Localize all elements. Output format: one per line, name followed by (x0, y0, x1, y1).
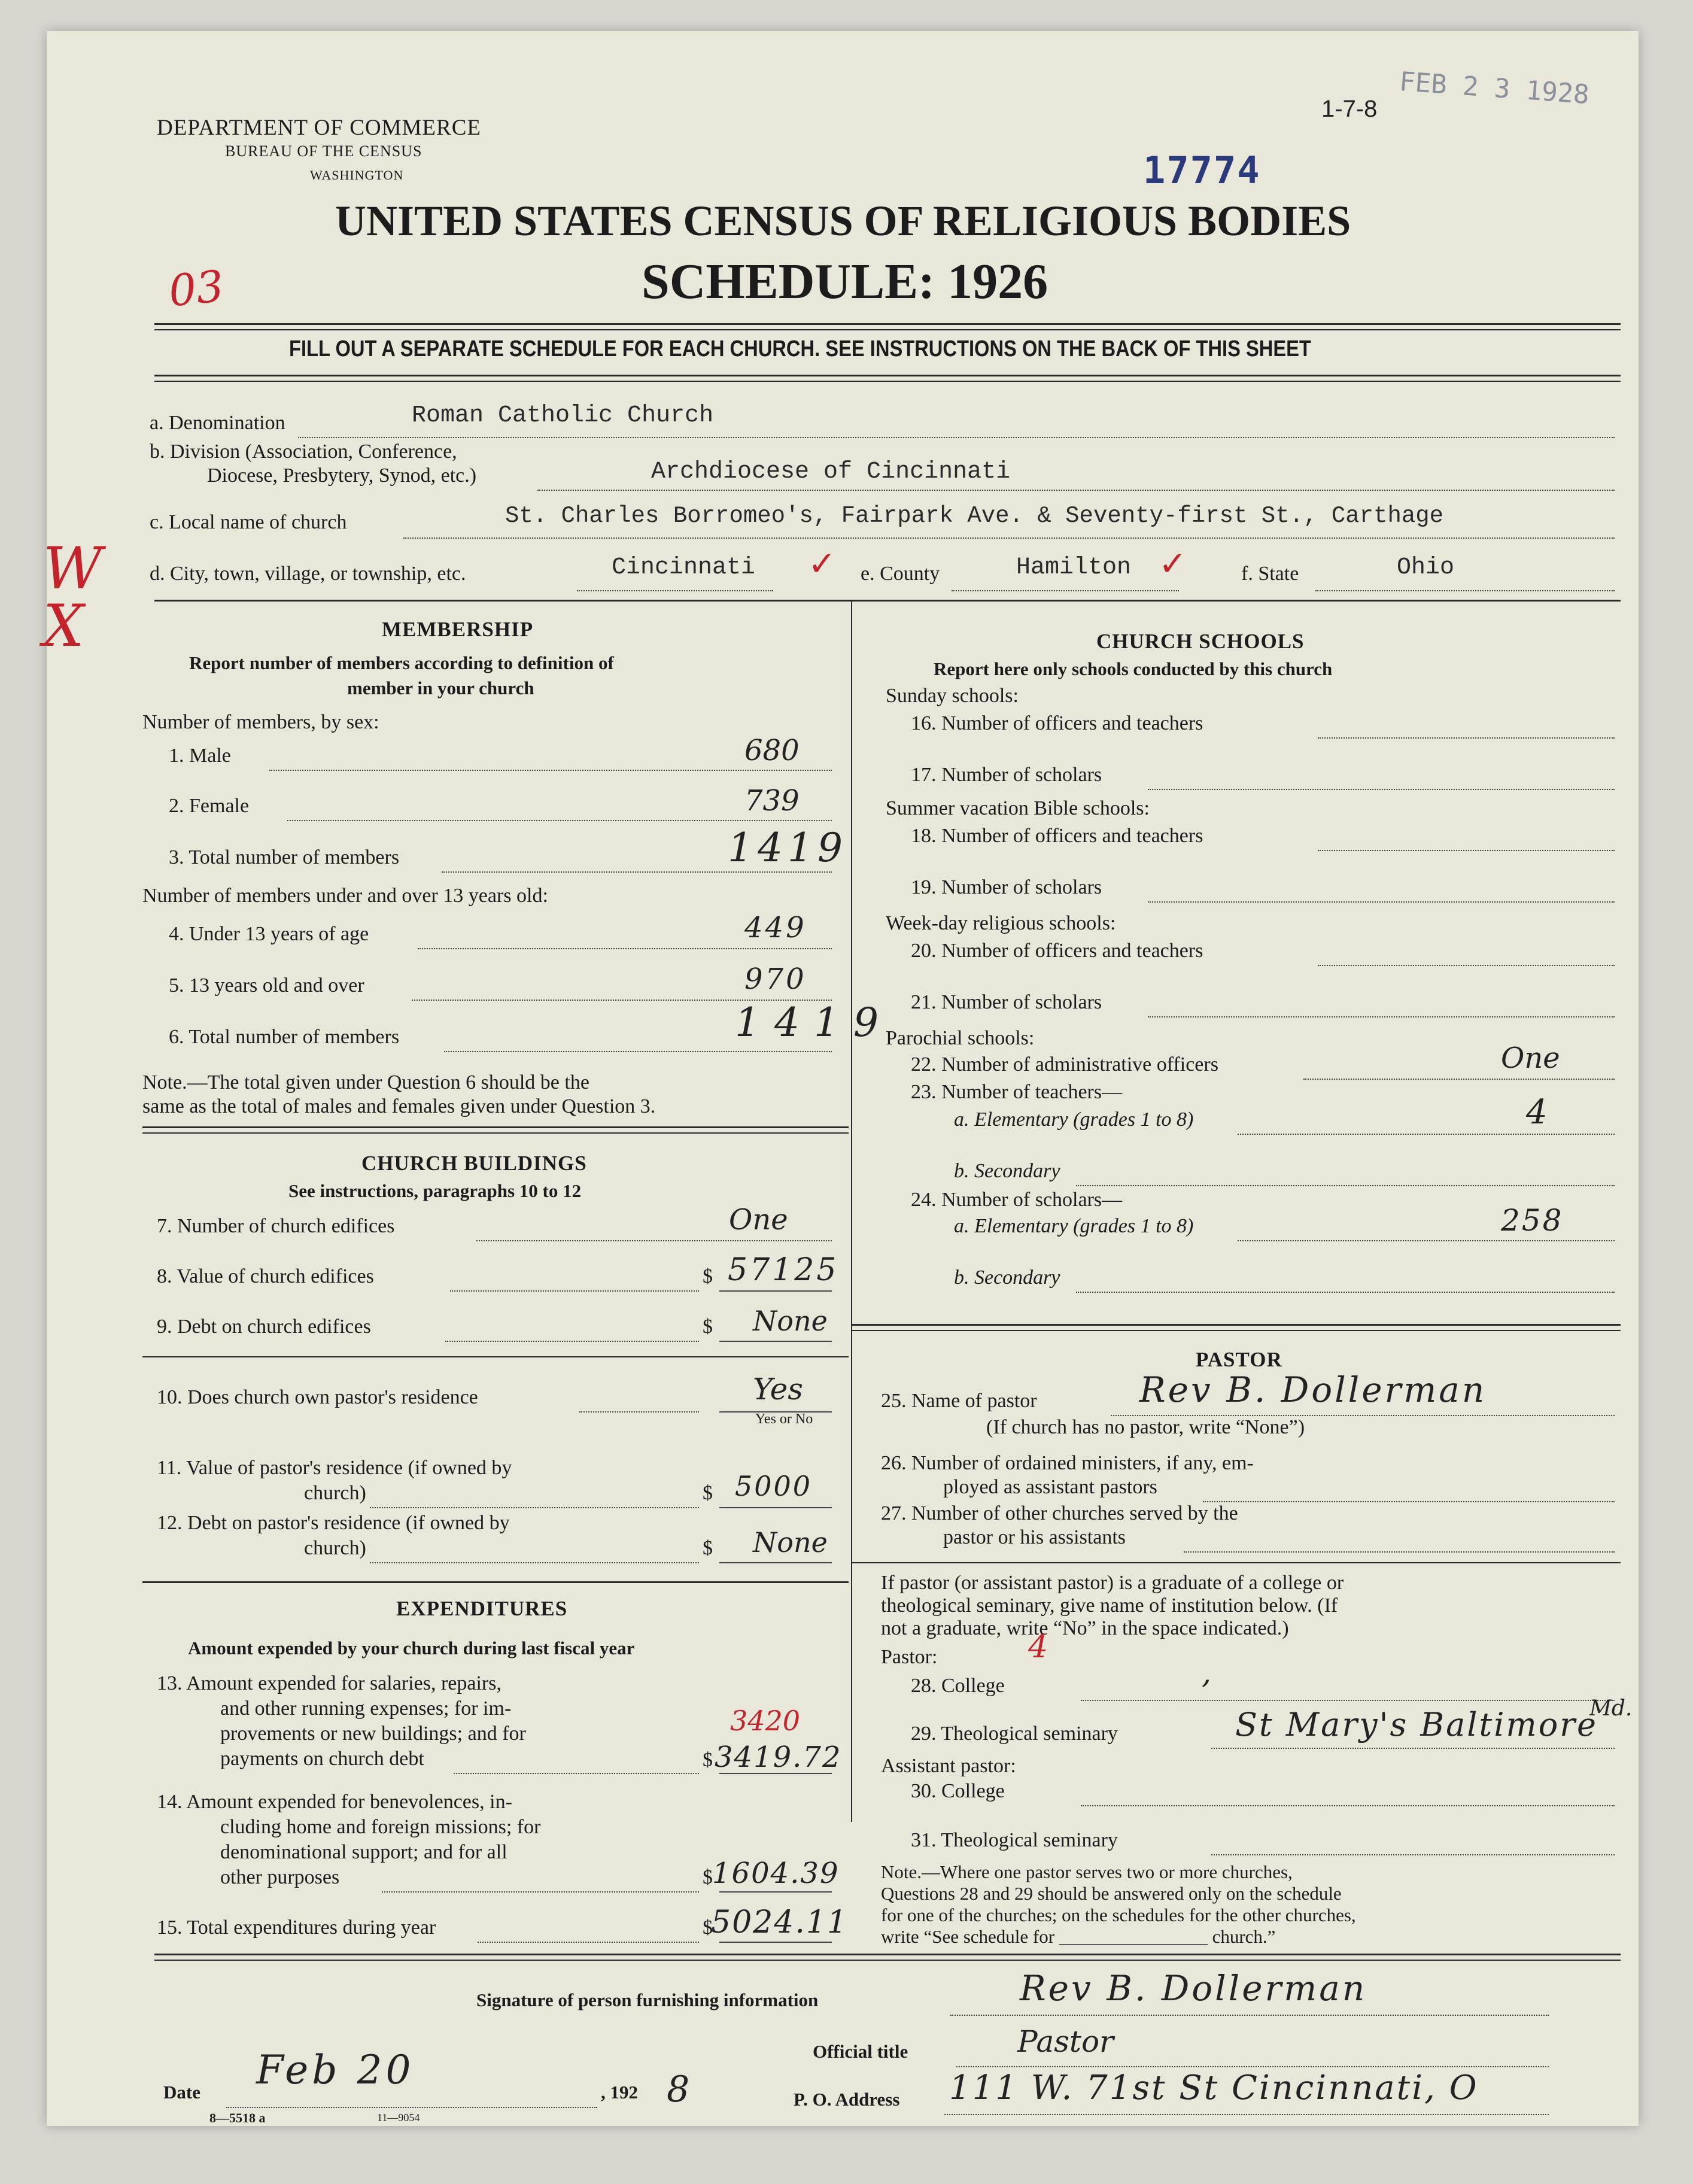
q3-label: 3. Total number of members (169, 846, 400, 868)
q15-label: 15. Total expenditures during year (157, 1916, 436, 1939)
pastor-heading: PASTOR (1196, 1348, 1282, 1371)
q26-line-2: ployed as assistant pastors (943, 1476, 1157, 1498)
q12-dollar: $ (703, 1537, 713, 1559)
q7-label: 7. Number of church edifices (157, 1215, 395, 1237)
q5-over13-value: 970 (744, 962, 807, 996)
q8-dollar: $ (703, 1265, 713, 1287)
q28-label: 28. College (911, 1675, 1005, 1697)
q9-label: 9. Debt on church edifices (157, 1316, 371, 1338)
q17-label: 17. Number of scholars (911, 764, 1102, 786)
sunday-schools-label: Sunday schools: (886, 685, 1019, 707)
form-code: 8—5518 a (209, 2110, 266, 2125)
po-address-value: 111 W. 71st St Cincinnati, O (949, 2068, 1479, 2107)
q14-line-2: cluding home and foreign missions; for (220, 1816, 541, 1838)
q13-dollar: $ (703, 1749, 713, 1771)
buildings-intro: See instructions, paragraphs 10 to 12 (288, 1180, 582, 1201)
q10-label: 10. Does church own pastor's residence (157, 1386, 478, 1408)
division-value: Archdiocese of Cincinnati (651, 458, 1011, 485)
q6-total-value: 1419 (735, 1000, 893, 1046)
q19-label: 19. Number of scholars (911, 876, 1102, 898)
file-code: 1-7-8 (1321, 96, 1378, 122)
q15-total-expenditures-value: 5024.11 (711, 1904, 849, 1940)
date-value: Feb 20 (256, 2047, 415, 2093)
membership-intro-1: Report number of members according to definition of (189, 652, 614, 673)
q20-label: 20. Number of officers and teachers (911, 940, 1203, 962)
city-value: Cincinnati (612, 554, 756, 581)
schedule-sheet: DEPARTMENT OF COMMERCE BUREAU OF THE CENSUS WASHINGTON 1-7-8 FEB 2 3 1928 17774 03 UNITED STATES CENSUS OF RELIGIOUS BODIES SCHEDULE: 1926 FILL OUT A SEPARATE SCHEDULE FOR EACH CHURCH. SEE INSTRUCTIONS ON THE BACK OF THIS SHEET W X a. Denomination Roman Catholic Church b. Division (Association, Conference, Diocese, Presbytery, Synod, etc.) Archdiocese of Cincinnati c. Local name of church St. Charles Borromeo's, Fairpark Ave. & Seventy-first St., Carthage d. City, town, village, or township, etc. Cincinnati ✓ e. County Hamilton ✓ f. State Ohio MEMBERSHIP Report number of members according to definition of member in your church Number of members, by sex: 1. Male 680 2. Female 739 3. Total number of members 1419 Number of members under and over 13 years old: 4. Under 13 years of age 449 5. 13 years old and over 970 6. Total number of members 1419 Note.—The total given under Question 6 should be the same as the total of males and females given under Question 3. CHURCH BUILDINGS See instructions, paragraphs 10 to 12 7. Number of church edifices One 8. Value of church edifices $ 57125 9. Debt on church edifices $ None 10. Does church own pastor's residence Yes Yes or No 11. Value of pastor's residence (if owned by church) $ 5000 12. Debt on pastor's residence (if owned by church) $ None EXPENDITURES Amount expended by your church during last fiscal year 13. Amount expended for salaries, repairs, and other running expenses; for im- provements or new buildings; and for payments on church debt $ 3420 3419.72 14. Amount expended for benevolences, in- cluding home and foreign missions; for denominational support; and for all other purposes $ 1604.39 15. Total expenditures during year $ 5024.11 CHURCH SCHOOLS Report here only schools conducted by this church Sunday schools: 16. Number of officers and teachers 17. Number of scholars Summer vacation Bible schools: 18. Number of officers and teachers 19. Number of scholars Week-day religious schools: 20. Number of officers and teachers 21. Number of scholars Parochial schools: 22. Number of administrative officers One 23. Number of teachers— a. Elementary (grades 1 to 8) 4 b. Secondary 24. Number of scholars— a. Elementary (grades 1 to 8) 258 b. Secondary PASTOR 25. Name of pastor Rev B. Dollerman (If church has no pastor, write “None”) 26. Number of ordained ministers, if any, em- ployed as assistant pastors 27. Number of other churches served by the pastor or his assistants If pastor (or assistant pastor) is a graduate of a college or theological seminary, give name of institution below. (If not a graduate, write “No” in the space indicated.) Pastor: 4 28. College , 29. Theological seminary St Mary's Baltimore Md. Assistant pastor: 30. College 31. Theological seminary Note.—Where one pastor serves two or more churches, Questions 28 and 29 should be answered only on the schedule for one of the churches; on the schedules for the other churches, write “See schedule for ________________ church.” Signature of person furnishing information Rev B. Dollerman Official title Pastor Date Feb 20 , 192 8 P. O. Address 111 W. 71st St Cincinnati, O 8—5518 a 11—9054 (47, 31, 1639, 2126)
pastor-subsection-label: Pastor: (881, 1646, 938, 1668)
summer-schools-label: Summer vacation Bible schools: (886, 797, 1150, 819)
expenditures-heading: EXPENDITURES (396, 1597, 568, 1620)
q24-label: 24. Number of scholars— (911, 1189, 1123, 1211)
membership-note-2: same as the total of males and females given under Question 3. (142, 1095, 656, 1117)
official-title-value: Pastor (1017, 2024, 1114, 2059)
q4-under13-value: 449 (744, 911, 807, 944)
pastor-note-3: for one of the churches; on the schedules for the other churches, (881, 1904, 1356, 1925)
q10-residence-value: Yes (753, 1372, 803, 1407)
q8-label: 8. Value of church edifices (157, 1265, 374, 1287)
q24a-elementary-scholars-value: 258 (1501, 1203, 1564, 1238)
q29-seminary-suffix: Md. (1589, 1696, 1633, 1721)
q12-label-2: church) (304, 1537, 366, 1559)
q13-running-expenses-value: 3419.72 (715, 1740, 842, 1774)
q2-label: 2. Female (169, 795, 250, 817)
q24a-label: a. Elementary (grades 1 to 8) (954, 1215, 1194, 1237)
q1-label: 1. Male (169, 745, 231, 767)
q14-benevolences-value: 1604.39 (712, 1857, 840, 1890)
year-prefix: , 192 (601, 2082, 638, 2103)
graduate-instructions-1: If pastor (or assistant pastor) is a graduate of a college or (881, 1572, 1344, 1594)
schedule-year: SCHEDULE: 1926 (642, 254, 1048, 309)
q1-male-value: 680 (744, 734, 800, 767)
buildings-heading: CHURCH BUILDINGS (361, 1152, 587, 1175)
q11-residence-value: 5000 (735, 1470, 813, 1502)
instructions-banner: FILL OUT A SEPARATE SCHEDULE FOR EACH CHURCH. SEE INSTRUCTIONS ON THE BACK OF THIS SHEET (289, 336, 1311, 362)
membership-note-1: Note.—The total given under Question 6 should be the (142, 1071, 589, 1093)
q23b-label: b. Secondary (954, 1160, 1060, 1182)
q31-label: 31. Theological seminary (911, 1829, 1118, 1851)
margin-mark: W X (43, 535, 102, 660)
weekday-schools-label: Week-day religious schools: (886, 912, 1116, 934)
q25-label: 25. Name of pastor (881, 1390, 1037, 1412)
q5-label: 5. 13 years old and over (169, 974, 364, 997)
q14-line-4: other purposes (220, 1866, 340, 1888)
q22-admin-officers-value: One (1501, 1041, 1560, 1075)
local-name-value: St. Charles Borromeo's, Fairpark Ave. & Seventy-first St., Carthage (505, 503, 1444, 529)
q2-female-value: 739 (744, 784, 800, 818)
q22-label: 22. Number of administrative officers (911, 1053, 1218, 1076)
schools-intro: Report here only schools conducted by this church (934, 658, 1333, 679)
q3-total-value: 1419 (728, 825, 847, 871)
q15-dollar: $ (703, 1916, 713, 1939)
q13-red-correction: 3420 (730, 1705, 801, 1737)
q9-debt-value: None (753, 1305, 828, 1337)
graduate-instructions-3: not a graduate, write “No” in the space indicated.) (881, 1617, 1289, 1639)
pastor-note-2: Questions 28 and 29 should be answered only on the schedule (881, 1883, 1342, 1904)
q25-hint: (If church has no pastor, write “None”) (986, 1416, 1305, 1438)
q25-pastor-name-value: Rev B. Dollerman (1139, 1369, 1487, 1410)
pastor-note-1: Note.—Where one pastor serves two or more churches, (881, 1861, 1293, 1882)
red-mark: 03 (166, 260, 226, 317)
division-label-line2: Diocese, Presbytery, Synod, etc.) (207, 464, 477, 487)
parochial-schools-label: Parochial schools: (886, 1027, 1035, 1049)
city-name: WASHINGTON (310, 168, 404, 183)
signature-label: Signature of person furnishing information (476, 1989, 819, 2010)
q23-label: 23. Number of teachers— (911, 1081, 1123, 1103)
q13-line-2: and other running expenses; for im- (220, 1697, 512, 1720)
date-label: Date (163, 2082, 200, 2103)
q16-label: 16. Number of officers and teachers (911, 712, 1203, 734)
q21-label: 21. Number of scholars (911, 991, 1102, 1013)
q14-line-3: denominational support; and for all (220, 1841, 507, 1863)
official-title-label: Official title (813, 2041, 908, 2062)
q14-dollar: $ (703, 1866, 713, 1888)
denomination-value: Roman Catholic Church (412, 402, 714, 429)
division-label-line1: b. Division (Association, Conference, (150, 441, 457, 463)
q11-label-2: church) (304, 1482, 366, 1504)
form-title: UNITED STATES CENSUS OF RELIGIOUS BODIES (335, 197, 1351, 245)
q24b-label: b. Secondary (954, 1266, 1060, 1289)
q12-label-1: 12. Debt on pastor's residence (if owned by (157, 1512, 510, 1534)
membership-heading: MEMBERSHIP (382, 618, 534, 641)
q27-line-1: 27. Number of other churches served by the (881, 1502, 1238, 1524)
signature-value: Rev B. Dollerman (1020, 1968, 1367, 2009)
q4-label: 4. Under 13 years of age (169, 923, 369, 945)
q27-line-2: pastor or his assistants (943, 1526, 1126, 1548)
state-label: f. State (1241, 563, 1299, 585)
local-name-label: c. Local name of church (150, 511, 347, 533)
q7-edifices-value: One (729, 1203, 788, 1237)
q12-debt-value: None (753, 1526, 828, 1559)
q6-label: 6. Total number of members (169, 1026, 400, 1048)
state-value: Ohio (1397, 554, 1455, 581)
received-date-stamp: FEB 2 3 1928 (1398, 66, 1591, 111)
serial-number-stamp: 17774 (1143, 148, 1261, 192)
pastor-note-4: write “See schedule for ________________ church.” (881, 1926, 1276, 1947)
department-name: DEPARTMENT OF COMMERCE (157, 116, 481, 140)
q23a-elementary-teachers-value: 4 (1526, 1093, 1548, 1132)
q11-dollar: $ (703, 1482, 713, 1504)
q29-seminary-value: St Mary's Baltimore (1235, 1706, 1598, 1743)
county-label: e. County (861, 563, 940, 585)
q26-line-1: 26. Number of ordained ministers, if any, em- (881, 1452, 1254, 1474)
q30-label: 30. College (911, 1780, 1005, 1802)
q13-line-4: payments on church debt (220, 1748, 424, 1770)
county-value: Hamilton (1016, 554, 1132, 581)
assistant-pastor-label: Assistant pastor: (881, 1755, 1016, 1777)
year-digit: 8 (667, 2068, 690, 2110)
expenditures-intro: Amount expended by your church during last fiscal year (188, 1638, 635, 1658)
graduate-instructions-2: theological seminary, give name of institution below. (If (881, 1594, 1338, 1617)
schools-heading: CHURCH SCHOOLS (1096, 630, 1305, 653)
q29-label: 29. Theological seminary (911, 1723, 1118, 1745)
q14-line-1: 14. Amount expended for benevolences, in- (157, 1791, 512, 1813)
q8-value-edifices: 57125 (728, 1252, 839, 1288)
q11-label-1: 11. Value of pastor's residence (if owned by (157, 1457, 512, 1479)
q10-hint: Yes or No (755, 1411, 813, 1427)
q23a-label: a. Elementary (grades 1 to 8) (954, 1108, 1194, 1131)
members-by-age-label: Number of members under and over 13 years old: (142, 885, 548, 907)
q13-line-1: 13. Amount expended for salaries, repairs, (157, 1672, 501, 1694)
q18-label: 18. Number of officers and teachers (911, 825, 1203, 847)
members-by-sex-label: Number of members, by sex: (142, 711, 379, 733)
q28-college-value: , (1202, 1656, 1211, 1690)
po-address-label: P. O. Address (794, 2089, 900, 2110)
q9-dollar: $ (703, 1316, 713, 1338)
print-code: 11—9054 (377, 2112, 420, 2124)
red-four-mark: 4 (1028, 1629, 1048, 1665)
q13-line-3: provements or new buildings; and for (220, 1723, 526, 1745)
bureau-name: BUREAU OF THE CENSUS (225, 142, 423, 160)
membership-intro-2: member in your church (347, 678, 534, 698)
denomination-label: a. Denomination (150, 412, 285, 434)
city-label: d. City, town, village, or township, etc. (150, 563, 466, 585)
